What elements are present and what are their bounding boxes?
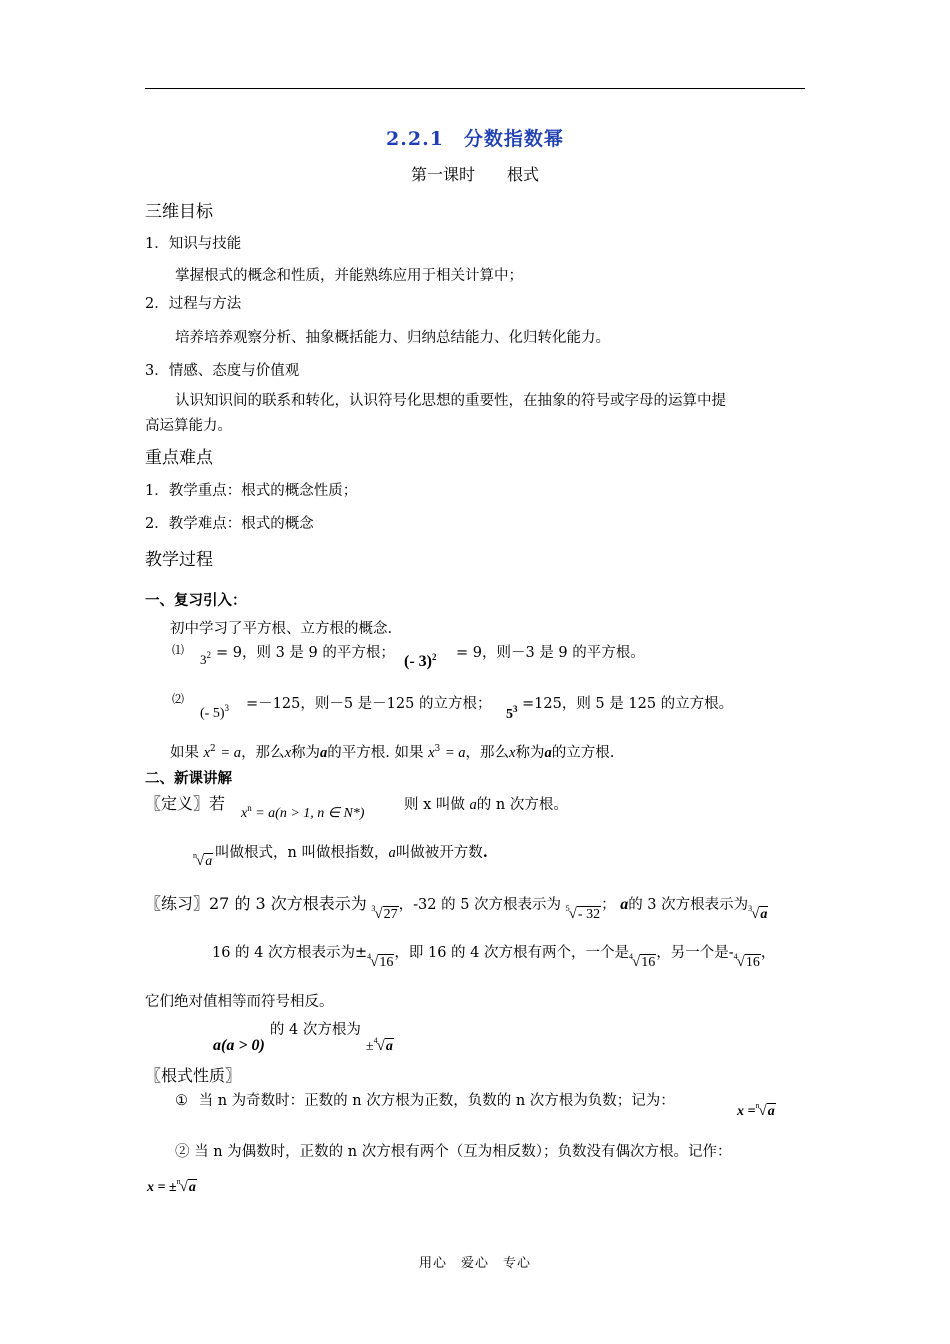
def-rest: = a(n > 1, n ∈ N*) — [255, 806, 365, 821]
ex1-text-1: = 9，则 3 是 9 的平方根； — [216, 645, 395, 661]
pr-r3-arg: a — [760, 907, 768, 922]
ex2-expr-1 — [200, 703, 229, 722]
definition-text-2: 叫做根式，n 叫做根指数，a叫做被开方数. — [215, 844, 488, 861]
def-n: n — [247, 803, 252, 813]
def-t2: 的 n 次方根 — [476, 797, 554, 813]
def-a-2: a — [388, 845, 396, 861]
if-x-4: x — [509, 745, 516, 761]
definition-formula — [241, 803, 364, 822]
def-dot: 。 — [553, 797, 568, 813]
property-1-formula: x =$^n$√a — [737, 1101, 775, 1119]
page-footer: 用心 爱心 专心 — [418, 1256, 531, 1271]
if-x-3: x — [428, 745, 435, 761]
pr-l4-pm: ± — [365, 1039, 374, 1054]
if-exp-2: 2 — [210, 744, 216, 754]
example-2-number: ⑵ — [172, 692, 185, 706]
if-text-2: ，那么 — [241, 745, 285, 761]
ex1-base-2: (- 3) — [404, 653, 432, 670]
ex2-base-2: 5 — [506, 707, 513, 722]
ex1-exp-2: 2 — [431, 652, 437, 662]
practice-line-1: 〖练习〗27 的 3 次方根表示为 $^3$√27，-32 的 5 次方根表示为 $^5$√- 32； a的 3 次方根表示为$^3$√a — [145, 894, 768, 922]
pr-t2: ，-32 的 5 次方根表示为 — [398, 897, 562, 913]
prop-1-idx: n — [755, 1101, 760, 1110]
keypoint-2: 2．教学难点：根式的概念 — [145, 516, 314, 532]
prop-1-text: 当 n 为奇数时：正数的 n 次方根为正数，负数的 n 次方根为负数；记为： — [198, 1093, 675, 1109]
definition-label: 〖定义〗若 — [145, 794, 226, 813]
if-x-2: x — [284, 745, 291, 761]
definition-recall-line — [170, 741, 614, 762]
definition-text-1 — [404, 793, 568, 814]
pr-l4-expr: a(a > 0) — [213, 1037, 265, 1054]
pr-l4-idx: 4 — [373, 1036, 378, 1045]
def-t1: 则 x 叫做 — [404, 797, 465, 813]
goal-1-heading: 1．知识与技能 — [145, 236, 242, 252]
pr-r6-arg: 16 — [745, 955, 760, 970]
if-text-4: 的平方根. 如果 — [327, 745, 424, 761]
pr-r6-idx: 4 — [733, 952, 738, 961]
prop-1-formula: x = — [737, 1104, 756, 1119]
if-eq-2: = a — [444, 745, 466, 761]
pr-l2-d: ， — [760, 945, 776, 961]
pr-l2-c: ，另一个是- — [656, 945, 734, 961]
if-text-6: 称为 — [515, 745, 545, 761]
section-process: 教学过程 — [145, 550, 213, 570]
ex2-text-2: =125，则 5 是 125 的立方根。 — [522, 696, 734, 712]
goal-3-text-2: 高运算能力。 — [145, 418, 232, 434]
ex2-expr-2 — [506, 704, 518, 723]
page-subtitle: 第一课时 根式 — [410, 165, 539, 184]
pr-l2-a: 16 的 4 次方根表示为± — [212, 945, 368, 961]
if-text-7: 的立方根. — [551, 745, 615, 761]
pr-t4: 的 3 次方根表示为 — [628, 897, 749, 913]
if-text-5: ，那么 — [465, 745, 510, 761]
ex1-exp-1: 2 — [206, 650, 211, 660]
ex2-text-1: =－125，则－5 是－125 的立方根； — [246, 696, 492, 712]
header-rule — [145, 88, 805, 89]
if-text-1: 如果 — [170, 745, 199, 761]
if-exp-3: 3 — [434, 744, 441, 754]
goal-3-text-1: 认识知识间的联系和转化，认识符号化思想的重要性，在抽象的符号或字母的运算中提 — [175, 393, 726, 409]
if-x-1: x — [203, 745, 211, 761]
pr-r5-arg: 16 — [641, 955, 656, 970]
pr-r4-idx: 4 — [367, 952, 372, 961]
section-goals: 三维目标 — [145, 202, 213, 222]
def-a: a — [469, 797, 477, 813]
def-t4: 叫做被开方数 — [395, 845, 483, 861]
properties-label: 〖根式性质〗 — [145, 1066, 242, 1085]
definition-radical: $^n$√a — [193, 851, 213, 869]
keypoint-1: 1．教学重点：根式的概念性质； — [145, 483, 358, 499]
pr-a: a — [620, 896, 629, 913]
property-2: ② 当 n 为偶数时，正数的 n 次方根有两个（互为相反数）；负数没有偶次方根。记作： — [175, 1144, 732, 1160]
def-t3: 叫做根式，n 叫做根指数， — [215, 845, 389, 861]
pr-t3: ； — [601, 897, 616, 913]
practice-line-2: 16 的 4 次方根表示为±$^4$√16，即 16 的 4 次方根有两个，一个是$^4$√16，另一个是-$^4$√16， — [212, 945, 776, 970]
ex1-expr-2 — [404, 652, 436, 671]
goal-3-heading: 3．情感、态度与价值观 — [145, 363, 300, 379]
prop-2-formula: x = ± — [147, 1180, 177, 1195]
goal-1-text: 掌握根式的概念和性质，并能熟练应用于相关计算中； — [175, 268, 523, 284]
review-heading: 一、复习引入： — [145, 592, 247, 609]
pr-l2-b: ，即 16 的 4 次方根有两个，一个是 — [394, 945, 630, 961]
pr-r2-idx: 5 — [565, 904, 570, 913]
prop-2-idx: n — [176, 1177, 181, 1186]
prop-2-arg: a — [188, 1180, 196, 1195]
goal-2-text: 培养培养观察分析、抽象概括能力、归纳总结能力、化归转化能力。 — [175, 330, 610, 346]
property-2-formula: x = ±$^n$√a — [147, 1177, 196, 1195]
pr-l4-text: 的 4 次方根为 — [269, 1022, 361, 1038]
pr-r5-idx: 4 — [629, 952, 634, 961]
if-eq-1: = a — [220, 745, 242, 761]
property-1 — [175, 1089, 675, 1110]
pr-r1-idx: 3 — [371, 904, 376, 913]
example-1-number: ⑴ — [172, 643, 185, 657]
new-lesson-heading: 二、新课讲解 — [145, 770, 232, 787]
pr-r3-idx: 3 — [748, 904, 753, 913]
ex2-exp-1: 3 — [224, 703, 229, 713]
pr-r1-arg: 27 — [383, 907, 398, 922]
pr-r4-arg: 16 — [379, 955, 394, 970]
review-text: 初中学习了平方根、立方根的概念. — [170, 621, 393, 637]
page-title: 2.2.1 分数指数幂 — [386, 128, 564, 150]
ex2-base-1: (- 5) — [200, 706, 225, 721]
pr-l4-arg: a — [385, 1039, 393, 1054]
if-a-2: a — [544, 745, 552, 761]
ex2-exp-2: 3 — [513, 704, 518, 714]
prop-1-num: ① — [175, 1093, 188, 1109]
practice-label: 〖练习〗27 的 3 次方根表示为 — [145, 894, 367, 913]
practice-line-4: a(a > 0) 的 4 次方根为 ±$^4$√a — [213, 1022, 393, 1054]
ex1-base-1: 3 — [200, 652, 207, 667]
practice-line-3: 它们绝对值相等而符号相反。 — [145, 994, 334, 1010]
if-a-1: a — [320, 745, 328, 761]
def-rad-arg: a — [205, 854, 213, 869]
def-rad-index: n — [193, 851, 197, 860]
pr-r2-arg: - 32 — [577, 907, 601, 922]
prop-1-arg: a — [767, 1104, 775, 1119]
goal-2-heading: 2．过程与方法 — [145, 296, 242, 312]
section-keypoints: 重点难点 — [145, 448, 213, 468]
example-1-line — [200, 650, 211, 669]
if-text-3: 称为 — [291, 745, 320, 761]
ex1-text-2: = 9，则－3 是 9 的平方根。 — [456, 645, 645, 661]
def-x: x — [241, 806, 248, 821]
